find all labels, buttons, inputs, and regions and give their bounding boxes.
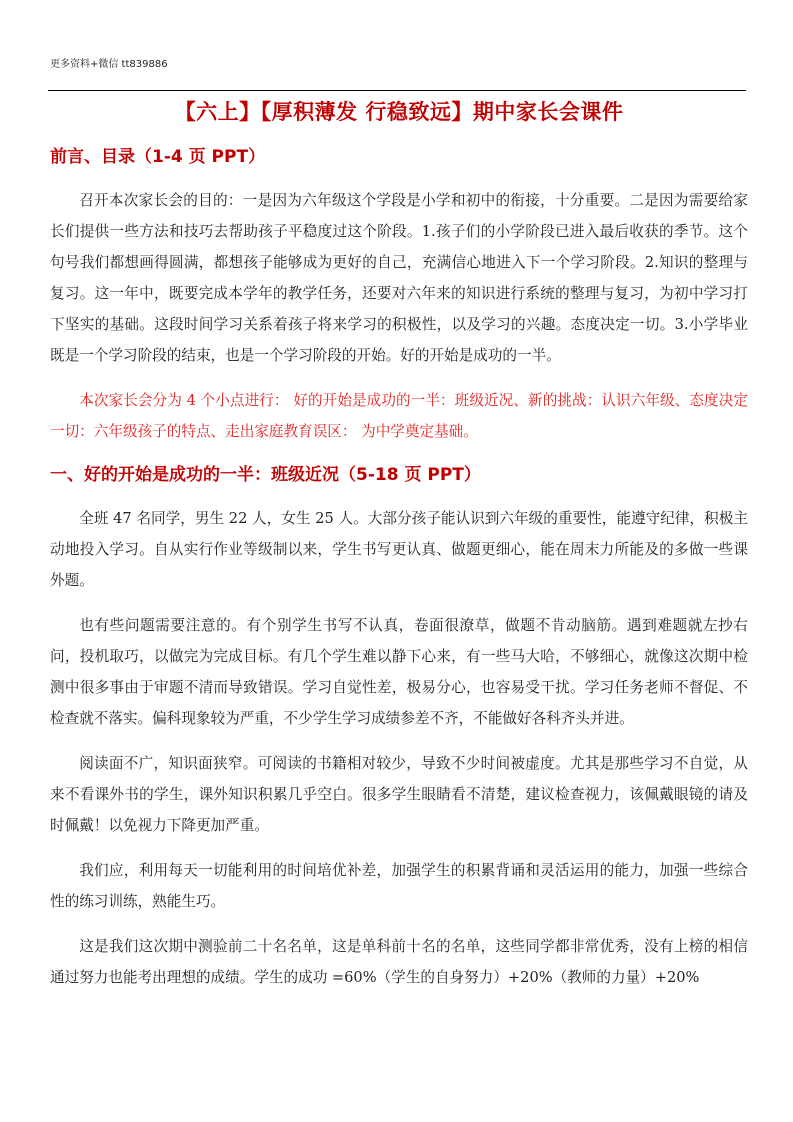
agenda-paragraph: 本次家长会分为 4 个小点进行： 好的开始是成功的一半：班级近况、新的挑战：认识六年级、态度决定一切：六年级孩子的特点、走出家庭教育误区： 为中学奠定基础。 bbox=[50, 392, 748, 440]
paragraph: 召开本次家长会的目的：一是因为六年级这个学段是小学和初中的衔接，十分重要。二是因为需要给家长们提供一些方法和技巧去帮助孩子平稳度过这个阶段。1.孩子们的小学阶段已进入最后收获的季节。这个句号我们都想画得圆满，都想孩子能够成为更好的自己，充满信心地进入下一个学习阶段。2.知识的整理与复习。这一年中，既要完成本学年的教学任务，还要对六年来的知识进行系统的整理与复习，为初中学习打下坚实的基础。这段时间学习关系着孩子将来学习的积极性，以及学习的兴趣。态度决定一切。3.小学毕业既是一个学习阶段的结束，也是一个学习阶段的开始。好的开始是成功的一半。 bbox=[50, 192, 748, 364]
paragraph: 全班 47 名同学，男生 22 人，女生 25 人。大部分孩子能认识到六年级的重要性，能遵守纪律，积极主动地投入学习。自从实行作业等级制以来，学生书写更认真、做题更细心，能在周末力所能及的多做一些课外题。 bbox=[50, 510, 748, 589]
section-heading-preface: 前言、目录（1-4 页 PPT） bbox=[50, 147, 266, 167]
header-note: 更多资料+微信 tt839886 bbox=[50, 59, 168, 70]
paragraph: 阅读面不广，知识面狭窄。可阅读的书籍相对较少，导致不少时间被虚度。尤其是那些学习不自觉，从来不看课外书的学生，课外知识积累几乎空白。很多学生眼睛看不清楚，建议检查视力，该佩戴眼镜的请及时佩戴！以免视力下降更加严重。 bbox=[50, 755, 748, 834]
document-title: 【六上】【厚积薄发 行稳致远】期中家长会课件 bbox=[174, 100, 624, 124]
paragraph: 也有些问题需要注意的。有个别学生书写不认真，卷面很潦草，做题不肯动脑筋。遇到难题就左抄右问，投机取巧，以做完为完成目标。有几个学生难以静下心来，有一些马大哈，不够细心，就像这次期中检测中很多事由于审题不清而导致错误。学习自觉性差，极易分心，也容易受干扰。学习任务老师不督促、不检查就不落实。偏科现象较为严重，不少学生学习成绩参差不齐，不能做好各科齐头并进。 bbox=[50, 617, 748, 727]
paragraph: 这是我们这次期中测验前二十名名单，这是单科前十名的名单，这些同学都非常优秀，没有上榜的相信通过努力也能考出理想的成绩。学生的成功 =60%（学生的自身努力）+20%（教师的力量）+20% bbox=[50, 938, 748, 986]
document-body bbox=[50, 95, 748, 993]
header-divider bbox=[48, 90, 746, 91]
paragraph: 我们应，利用每天一切能利用的时间培优补差，加强学生的积累背诵和灵活运用的能力，加强一些综合性的练习训练，熟能生巧。 bbox=[50, 862, 748, 910]
section-heading-class-status: 一、好的开始是成功的一半：班级近况（5-18 页 PPT） bbox=[50, 465, 481, 485]
